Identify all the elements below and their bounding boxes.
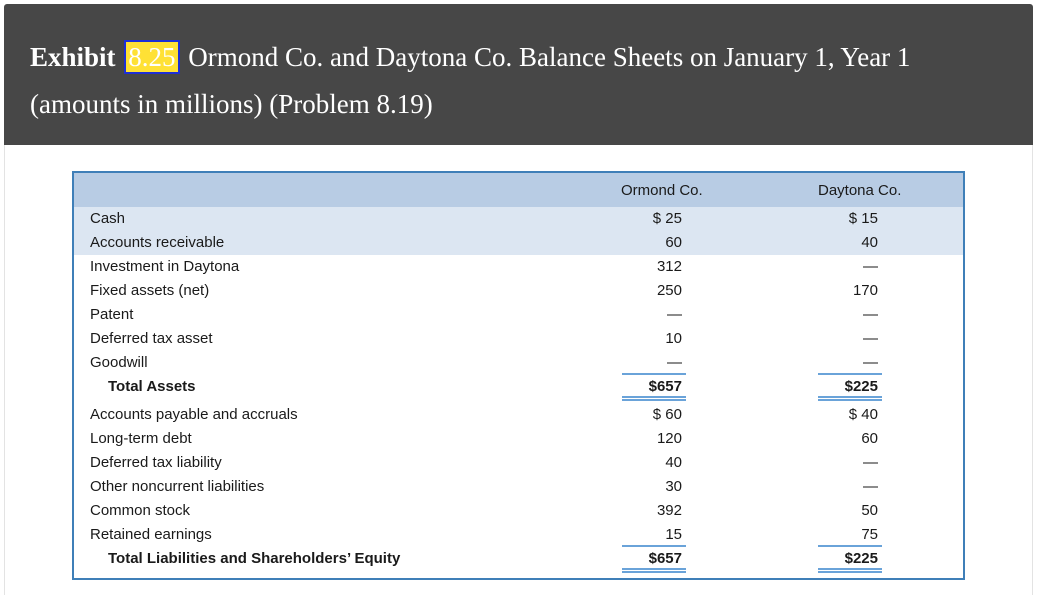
ormond-value: 10: [665, 330, 682, 347]
daytona-value: —: [863, 354, 878, 371]
table-row: [74, 327, 963, 351]
row-label: Accounts receivable: [90, 234, 225, 251]
table-row: [74, 279, 963, 303]
table-row: [74, 475, 963, 499]
table-row: [74, 303, 963, 327]
row-label: Cash: [90, 210, 126, 227]
exhibit-header: [4, 4, 1033, 145]
row-label: Fixed assets (net): [90, 282, 210, 299]
row-label: Accounts payable and accruals: [90, 406, 298, 423]
daytona-total-double-rule: [818, 568, 882, 573]
daytona-total-double-rule: [818, 396, 882, 401]
row-label: Total Liabilities and Shareholders’ Equity: [108, 550, 401, 567]
daytona-value: $ 40: [848, 406, 878, 423]
row-label: Goodwill: [90, 354, 148, 371]
table-row: [74, 427, 963, 451]
row-label: Investment in Daytona: [90, 258, 240, 275]
column-header-band: [74, 173, 963, 207]
daytona-value: 40: [861, 234, 878, 251]
daytona-value: —: [863, 258, 878, 275]
column-header-ormond: Ormond Co.: [621, 182, 703, 199]
exhibit-number-highlight: 8.25: [124, 40, 179, 74]
table-row: [74, 351, 963, 375]
ormond-value: 30: [665, 478, 682, 495]
row-label: Deferred tax asset: [90, 330, 213, 347]
table-row: [74, 231, 963, 255]
row-label: Long-term debt: [90, 430, 192, 447]
ormond-value: $ 60: [652, 406, 682, 423]
ormond-value: —: [667, 354, 682, 371]
exhibit-title-line1: Ormond Co. and Daytona Co. Balance Sheets on January 1, Year 1: [188, 42, 911, 72]
ormond-total-double-rule: [622, 568, 686, 573]
table-row: [74, 523, 963, 547]
row-label: Other noncurrent liabilities: [90, 478, 265, 495]
ormond-value: $657: [648, 378, 682, 395]
daytona-value: —: [863, 478, 878, 495]
daytona-value: $225: [844, 550, 878, 567]
daytona-value: 60: [861, 430, 878, 447]
table-row: [74, 255, 963, 279]
ormond-value: 312: [656, 258, 682, 275]
exhibit-label: Exhibit: [30, 42, 116, 72]
row-label: Patent: [90, 306, 134, 323]
ormond-value: 392: [656, 502, 682, 519]
ormond-value: 120: [656, 430, 682, 447]
daytona-value: 170: [852, 282, 878, 299]
daytona-value: —: [863, 330, 878, 347]
row-label: Common stock: [90, 502, 191, 519]
daytona-value: —: [863, 454, 878, 471]
table-row: [74, 451, 963, 475]
exhibit-title-line2: (amounts in millions) (Problem 8.19): [30, 89, 433, 119]
daytona-value: 75: [861, 526, 878, 543]
daytona-value: $225: [844, 378, 878, 395]
ormond-value: 15: [665, 526, 682, 543]
ormond-value: 250: [656, 282, 682, 299]
ormond-value: $ 25: [652, 210, 682, 227]
table-row: [74, 207, 963, 231]
ormond-value: 60: [665, 234, 682, 251]
ormond-value: $657: [648, 550, 682, 567]
daytona-value: $ 15: [848, 210, 878, 227]
ormond-total-double-rule: [622, 396, 686, 401]
ormond-value: 40: [665, 454, 682, 471]
table-row: [74, 403, 963, 427]
row-label: Retained earnings: [90, 526, 212, 543]
daytona-value: 50: [861, 502, 878, 519]
ormond-value: —: [667, 306, 682, 323]
table-row: [74, 499, 963, 523]
row-label: Total Assets: [108, 378, 196, 395]
row-label: Deferred tax liability: [90, 454, 222, 471]
column-header-daytona: Daytona Co.: [818, 182, 902, 199]
daytona-value: —: [863, 306, 878, 323]
balance-sheet-table: [72, 171, 965, 580]
